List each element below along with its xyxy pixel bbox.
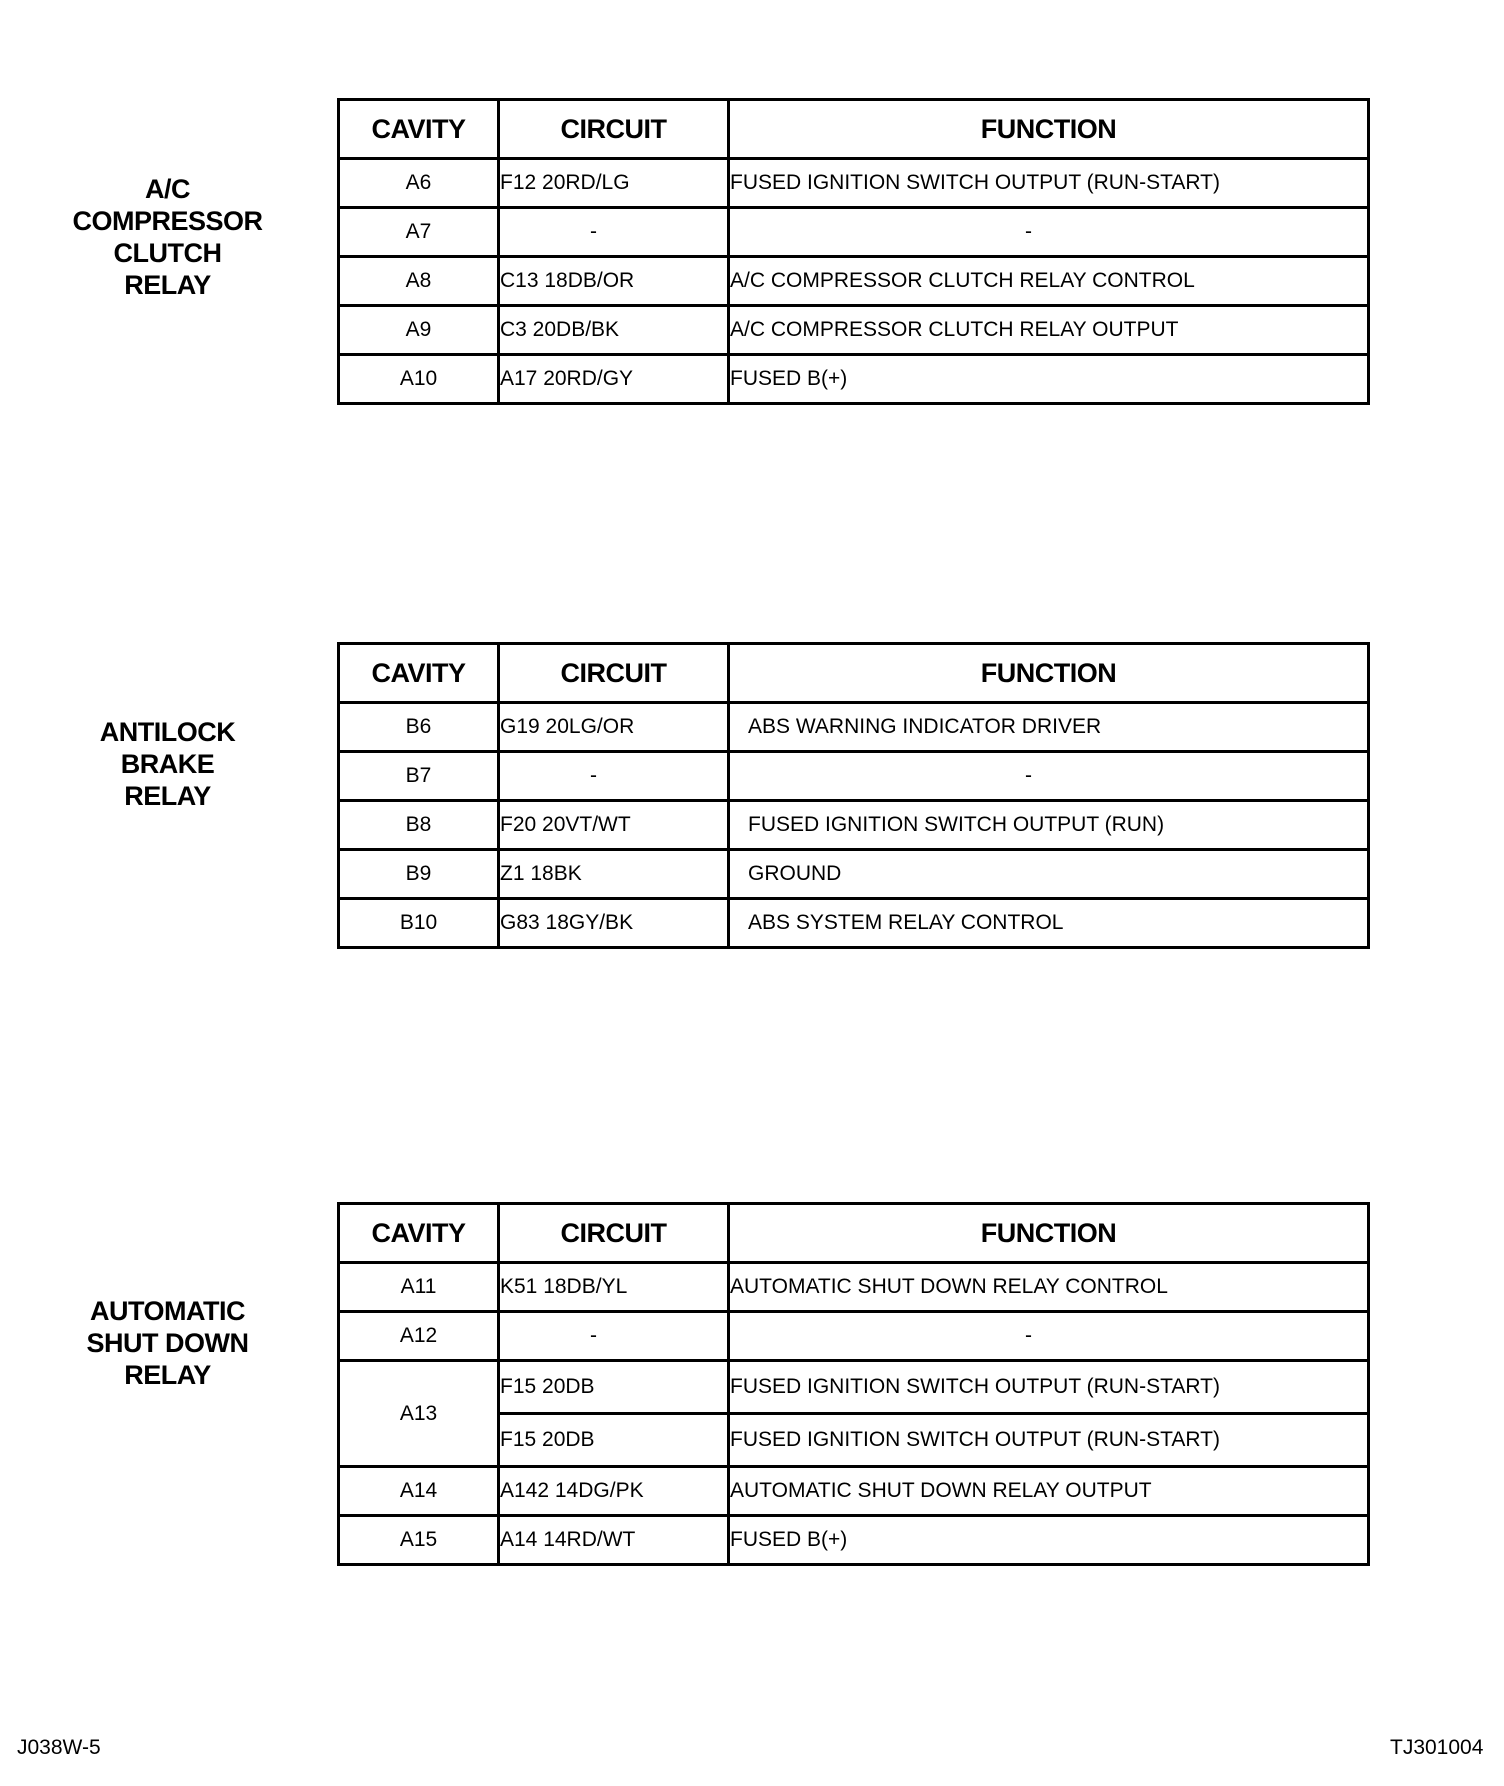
relay-label-line: A/C	[145, 174, 190, 204]
relay-label-line: RELAY	[124, 270, 211, 300]
relay-label-line: CLUTCH	[113, 238, 222, 268]
circuit-cell: -	[499, 752, 729, 801]
cavity-header: CAVITY	[339, 1204, 499, 1263]
circuit-cell: F12 20RD/LG	[499, 159, 729, 208]
cavity-cell: A6	[339, 159, 499, 208]
function-cell: AUTOMATIC SHUT DOWN RELAY CONTROL	[729, 1263, 1369, 1312]
cavity-cell: A10	[339, 355, 499, 404]
table-row	[339, 306, 1369, 355]
function-cell: AUTOMATIC SHUT DOWN RELAY OUTPUT	[729, 1467, 1369, 1516]
function-cell: FUSED IGNITION SWITCH OUTPUT (RUN-START)	[729, 1414, 1369, 1467]
table-row	[339, 1467, 1369, 1516]
relay-label-line: RELAY	[124, 781, 211, 811]
pinout-table	[337, 642, 1370, 949]
circuit-cell: -	[499, 208, 729, 257]
circuit-cell: G83 18GY/BK	[499, 899, 729, 948]
cavity-cell: B7	[339, 752, 499, 801]
circuit-cell: F15 20DB	[499, 1361, 729, 1414]
circuit-header: CIRCUIT	[499, 1204, 729, 1263]
relay-label-line: AUTOMATIC	[90, 1296, 245, 1326]
circuit-cell: F15 20DB	[499, 1414, 729, 1467]
relay-label-line: BRAKE	[120, 749, 215, 779]
figure-id-left: J038W-5	[17, 1736, 101, 1759]
relay-label-line: COMPRESSOR	[72, 206, 263, 236]
circuit-cell: Z1 18BK	[499, 850, 729, 899]
figure-id-right: TJ301004	[1390, 1736, 1484, 1759]
function-cell: A/C COMPRESSOR CLUTCH RELAY CONTROL	[729, 257, 1369, 306]
circuit-cell: G19 20LG/OR	[499, 703, 729, 752]
header-row	[339, 1204, 1369, 1263]
circuit-cell: -	[499, 1312, 729, 1361]
function-cell: FUSED B(+)	[729, 355, 1369, 404]
cavity-cell: A9	[339, 306, 499, 355]
cavity-cell: A13	[339, 1361, 499, 1467]
function-cell: FUSED IGNITION SWITCH OUTPUT (RUN)	[729, 801, 1369, 850]
function-cell: -	[729, 208, 1369, 257]
table-row	[339, 703, 1369, 752]
table-row	[339, 1361, 1369, 1414]
function-cell: A/C COMPRESSOR CLUTCH RELAY OUTPUT	[729, 306, 1369, 355]
relay-label-line: ANTILOCK	[99, 717, 236, 747]
circuit-header: CIRCUIT	[499, 100, 729, 159]
table-row	[339, 850, 1369, 899]
function-cell: GROUND	[729, 850, 1369, 899]
table-row	[339, 1312, 1369, 1361]
table-row	[339, 801, 1369, 850]
table-row	[339, 355, 1369, 404]
function-cell: FUSED IGNITION SWITCH OUTPUT (RUN-START)	[729, 1361, 1369, 1414]
function-cell: ABS SYSTEM RELAY CONTROL	[729, 899, 1369, 948]
function-header: FUNCTION	[729, 100, 1369, 159]
circuit-cell: A17 20RD/GY	[499, 355, 729, 404]
cavity-cell: B10	[339, 899, 499, 948]
circuit-cell: K51 18DB/YL	[499, 1263, 729, 1312]
function-cell: -	[729, 1312, 1369, 1361]
table-row	[339, 1516, 1369, 1565]
function-cell: -	[729, 752, 1369, 801]
cavity-cell: A7	[339, 208, 499, 257]
table-row	[339, 1263, 1369, 1312]
table-row	[339, 159, 1369, 208]
circuit-cell: C13 18DB/OR	[499, 257, 729, 306]
relay-label	[60, 716, 275, 812]
cavity-cell: A12	[339, 1312, 499, 1361]
circuit-header: CIRCUIT	[499, 644, 729, 703]
table-row	[339, 752, 1369, 801]
cavity-cell: A11	[339, 1263, 499, 1312]
function-cell: FUSED IGNITION SWITCH OUTPUT (RUN-START)	[729, 159, 1369, 208]
relay-label-line: RELAY	[124, 1360, 211, 1390]
circuit-cell: A14 14RD/WT	[499, 1516, 729, 1565]
header-row	[339, 644, 1369, 703]
relay-label	[60, 173, 275, 301]
cavity-cell: A14	[339, 1467, 499, 1516]
cavity-cell: A8	[339, 257, 499, 306]
circuit-cell: A142 14DG/PK	[499, 1467, 729, 1516]
function-cell: ABS WARNING INDICATOR DRIVER	[729, 703, 1369, 752]
header-row	[339, 100, 1369, 159]
table-row	[339, 899, 1369, 948]
cavity-header: CAVITY	[339, 100, 499, 159]
relay-label-line: SHUT DOWN	[86, 1328, 249, 1358]
pinout-table	[337, 98, 1370, 405]
cavity-cell: B6	[339, 703, 499, 752]
pinout-table	[337, 1202, 1370, 1566]
function-cell: FUSED B(+)	[729, 1516, 1369, 1565]
cavity-cell: B9	[339, 850, 499, 899]
table-row	[339, 257, 1369, 306]
cavity-cell: B8	[339, 801, 499, 850]
circuit-cell: F20 20VT/WT	[499, 801, 729, 850]
cavity-header: CAVITY	[339, 644, 499, 703]
relay-label	[60, 1295, 275, 1391]
cavity-cell: A15	[339, 1516, 499, 1565]
circuit-cell: C3 20DB/BK	[499, 306, 729, 355]
table-row	[339, 208, 1369, 257]
function-header: FUNCTION	[729, 644, 1369, 703]
function-header: FUNCTION	[729, 1204, 1369, 1263]
